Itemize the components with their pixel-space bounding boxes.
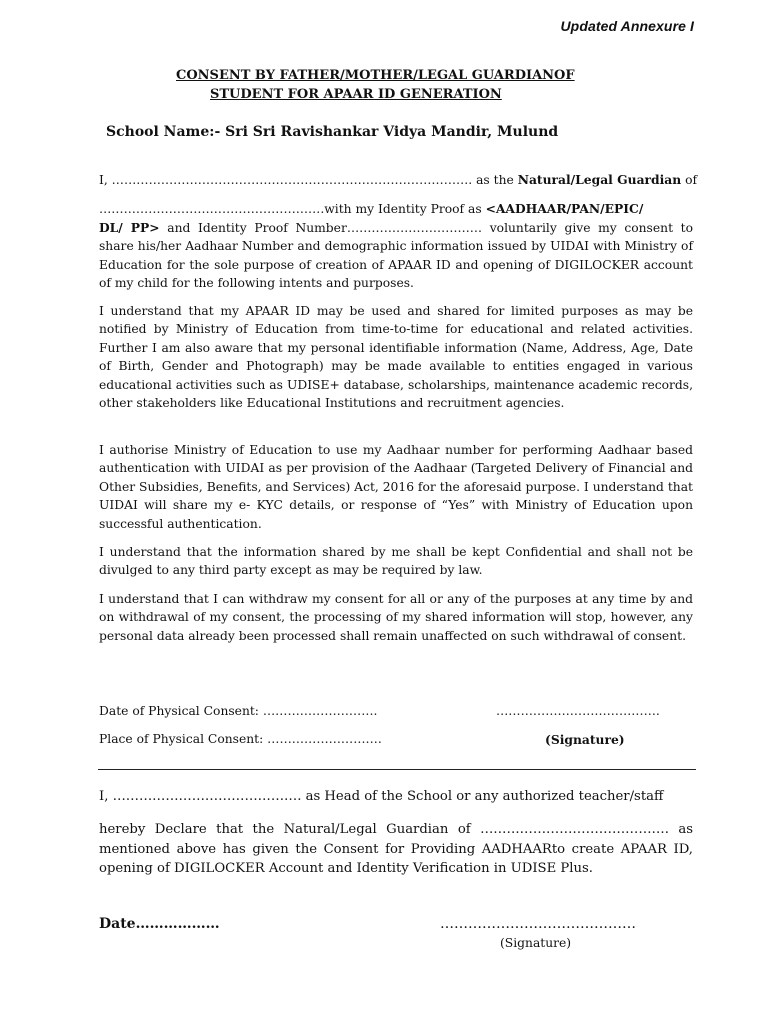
- declaration-date-field: Date………………: [99, 916, 220, 932]
- identity-proof-types: <AADHAAR/PAN/EPIC/: [485, 201, 644, 217]
- guardian-of-text: of: [681, 173, 698, 187]
- school-name: School Name:- Sri Sri Ravishankar Vidya Mandir, Mulund: [106, 124, 559, 140]
- guardian-signature-line: ………………………………….: [496, 704, 660, 718]
- annexure-label: Updated Annexure I: [560, 18, 694, 34]
- form-title-line2: STUDENT FOR APAAR ID GENERATION: [210, 87, 502, 102]
- aadhaar-authentication-paragraph: I authorise Ministry of Education to use my Aadhaar number for performing Aadhaar based authentication with UIDAI as per provision of the Aadhaar (Targeted Delivery of Financial and Other Subsidies, Benefits, and Services) Act, 2016 for the aforesaid purpose. I understand that UIDAI will share my e- KYC details, or response of “Yes” with Ministry of Education upon successful authentication.: [99, 443, 693, 531]
- staff-signature-label: (Signature): [500, 936, 572, 950]
- place-of-consent-field: Place of Physical Consent: ……………………….: [99, 732, 382, 746]
- identity-proof-types-cont: DL/ PP>: [99, 219, 160, 235]
- head-of-school-line: I, ……………………………………. as Head of the School or any authorized teacher/staff: [99, 789, 664, 804]
- guardian-consent-paragraph: [99, 171, 698, 292]
- consent-text: and Identity Proof Number…………………………… voluntarily give my consent to share his/her Aadhaar Number and demographic information issued by UIDAI with Ministry of Education for the sole purpose of creation of APAAR ID and opening of DIGILOCKER account of my child for the following intents and purposes.: [99, 220, 693, 291]
- apaar-usage-paragraph: I understand that my APAAR ID may be used and shared for limited purposes as may be notified by Ministry of Education from time-to-time for educational and related activities. Further I am also aware that my personal identifiable information (Name, Address, Age, Date of Birth, Gender and Photograph) may be made available to entities engaged in various educational activities such as UDISE+ database, scholarships, maintenance academic records, other stakeholders like Educational Institutions and recruitment agencies.: [99, 304, 693, 411]
- section-divider: [98, 769, 696, 770]
- staff-signature-line: ……………………………………: [440, 916, 636, 932]
- withdrawal-paragraph: I understand that I can withdraw my consent for all or any of the purposes at any time by and on withdrawal of my consent, the processing of my shared information will stop, however, any personal data already been processed shall remain unaffected on such withdrawal of consent.: [99, 592, 693, 643]
- child-name-line: ……………………………………………….with my Identity Proof as: [99, 202, 486, 217]
- guardian-name-line: I, ……………………………………………………………………………. as the: [99, 173, 518, 187]
- guardian-role: Natural/Legal Guardian: [517, 172, 682, 187]
- confidentiality-paragraph: I understand that the information shared by me shall be kept Confidential and shall not be divulged to any third party except as may be required by law.: [99, 545, 693, 578]
- guardian-signature-label: (Signature): [545, 732, 625, 747]
- declaration-paragraph: hereby Declare that the Natural/Legal Guardian of ……………………………………. as mentioned above has given the Consent for Providing AADHAARto create APAAR ID, opening of DIGILOCKER Account and Identity Verification in UDISE Plus.: [99, 822, 693, 876]
- form-title-line1: CONSENT BY FATHER/MOTHER/LEGAL GUARDIANOF: [176, 68, 575, 83]
- date-of-consent-field: Date of Physical Consent: ……………………….: [99, 704, 378, 718]
